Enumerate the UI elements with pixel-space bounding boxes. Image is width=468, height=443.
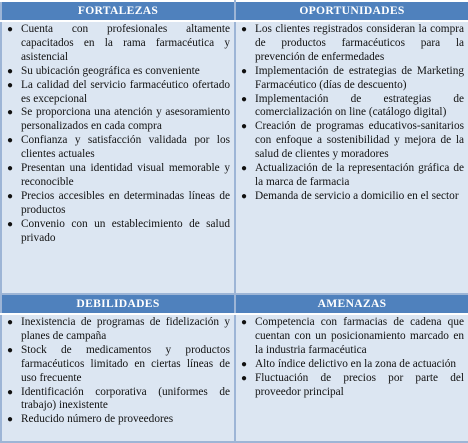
oportunidades-item-text: Creación de programas educativos-sanitarios con enfoque a sostenibilidad y mejora de la salud de clientes y moradores bbox=[255, 120, 464, 161]
bullet-icon: ● bbox=[241, 190, 248, 202]
fortalezas-item-text: Confianza y satisfacción validada por los clientes actuales bbox=[21, 134, 230, 161]
fortalezas-item bbox=[6, 162, 230, 190]
bullet-icon: ● bbox=[7, 344, 14, 356]
fortalezas-list bbox=[6, 23, 230, 246]
oportunidades-item bbox=[240, 120, 464, 162]
bullet-icon: ● bbox=[241, 24, 248, 35]
oportunidades-item bbox=[240, 162, 464, 190]
fortalezas-item bbox=[6, 190, 230, 218]
fortalezas-item bbox=[6, 106, 230, 134]
oportunidades-item bbox=[240, 65, 464, 93]
bullet-icon: ● bbox=[241, 93, 248, 105]
bullet-icon: ● bbox=[241, 65, 248, 77]
amenazas-item-text: Fluctuación de precios por parte del proveedor principal bbox=[255, 371, 464, 398]
fortalezas-item-text: Precios accesibles en determinadas líneas de productos bbox=[21, 189, 230, 216]
bullet-icon: ● bbox=[7, 65, 14, 77]
fortalezas-item-text: Presentan una identidad visual memorable y reconocible bbox=[21, 162, 230, 188]
bullet-icon: ● bbox=[7, 317, 14, 328]
amenazas-list bbox=[240, 316, 464, 399]
fortalezas-cell bbox=[1, 21, 235, 294]
bullet-icon: ● bbox=[7, 24, 14, 35]
amenazas-header: AMENAZAS bbox=[235, 294, 468, 314]
debilidades-item bbox=[6, 316, 230, 344]
oportunidades-item bbox=[240, 93, 464, 121]
fortalezas-item-text: La calidad del servicio farmacéutico ofertado es excepcional bbox=[21, 78, 230, 105]
fortalezas-item-text: Se proporciona una atención y asesoramiento personalizados en cada compra bbox=[21, 106, 230, 133]
debilidades-item-text: Identificación corporativa (uniformes de trabajo) inexistente bbox=[21, 385, 230, 412]
oportunidades-item bbox=[240, 190, 464, 204]
debilidades-item-text: Reducido número de proveedores bbox=[21, 413, 174, 426]
fortalezas-item-text: Convenio con un establecimiento de salud privado bbox=[21, 217, 230, 244]
fortalezas-item-text: Cuenta con profesionales altamente capacitados en la rama farmacéutica y asistencial bbox=[21, 23, 230, 63]
bullet-icon: ● bbox=[7, 135, 14, 147]
oportunidades-item-text: Actualización de la representación gráfica de la marca de farmacia bbox=[255, 162, 464, 188]
bullet-icon: ● bbox=[7, 107, 14, 119]
bullet-icon: ● bbox=[7, 386, 14, 398]
fortalezas-item bbox=[6, 79, 230, 107]
fortalezas-header: FORTALEZAS bbox=[1, 1, 235, 21]
bullet-icon: ● bbox=[241, 358, 248, 370]
debilidades-item bbox=[6, 386, 230, 414]
bullet-icon: ● bbox=[7, 190, 14, 202]
bullet-icon: ● bbox=[7, 79, 14, 91]
oportunidades-item-text: Implementación de estrategias de comercialización on line (catálogo digital) bbox=[255, 92, 464, 119]
oportunidades-header: OPORTUNIDADES bbox=[235, 1, 468, 21]
oportunidades-item-text: Los clientes registrados consideran la compra de productos farmacéuticos para la prevención de enfermedades bbox=[255, 23, 464, 63]
amenazas-item bbox=[240, 316, 464, 358]
amenazas-item bbox=[240, 358, 464, 372]
debilidades-item bbox=[6, 413, 230, 427]
oportunidades-list bbox=[240, 23, 464, 204]
fortalezas-item bbox=[6, 134, 230, 162]
bullet-icon: ● bbox=[7, 163, 14, 175]
bullet-icon: ● bbox=[241, 372, 248, 384]
debilidades-list bbox=[6, 316, 230, 427]
fortalezas-item bbox=[6, 65, 230, 79]
amenazas-item-text: Alto índice delictivo en la zona de actuación bbox=[255, 357, 457, 370]
debilidades-header: DEBILIDADES bbox=[1, 294, 235, 314]
oportunidades-item bbox=[240, 23, 464, 65]
bullet-icon: ● bbox=[241, 317, 248, 328]
debilidades-item bbox=[6, 344, 230, 386]
fortalezas-item bbox=[6, 23, 230, 65]
oportunidades-item-text: Implementación de estrategias de Marketing Farmacéutico (días de descuento) bbox=[255, 64, 464, 91]
fortalezas-item bbox=[6, 218, 230, 246]
debilidades-item-text: Stock de medicamentos y productos farmacéuticos limitado en ciertas líneas de uso frecuente bbox=[21, 343, 230, 384]
oportunidades-cell bbox=[235, 21, 468, 294]
bullet-icon: ● bbox=[7, 218, 14, 230]
debilidades-item-text: Inexistencia de programas de fidelización y planes de campaña bbox=[21, 316, 230, 342]
amenazas-item bbox=[240, 372, 464, 400]
bullet-icon: ● bbox=[241, 163, 248, 175]
amenazas-cell bbox=[235, 314, 468, 442]
bullet-icon: ● bbox=[7, 414, 14, 426]
debilidades-cell bbox=[1, 314, 235, 442]
bullet-icon: ● bbox=[241, 121, 248, 133]
fortalezas-item-text: Su ubicación geográfica es conveniente bbox=[21, 64, 200, 77]
amenazas-item-text: Competencia con farmacias de cadena que cuentan con un posicionamiento marcado en la industria farmacéutica bbox=[255, 316, 464, 356]
oportunidades-item-text: Demanda de servicio a domicilio en el sector bbox=[255, 189, 459, 202]
